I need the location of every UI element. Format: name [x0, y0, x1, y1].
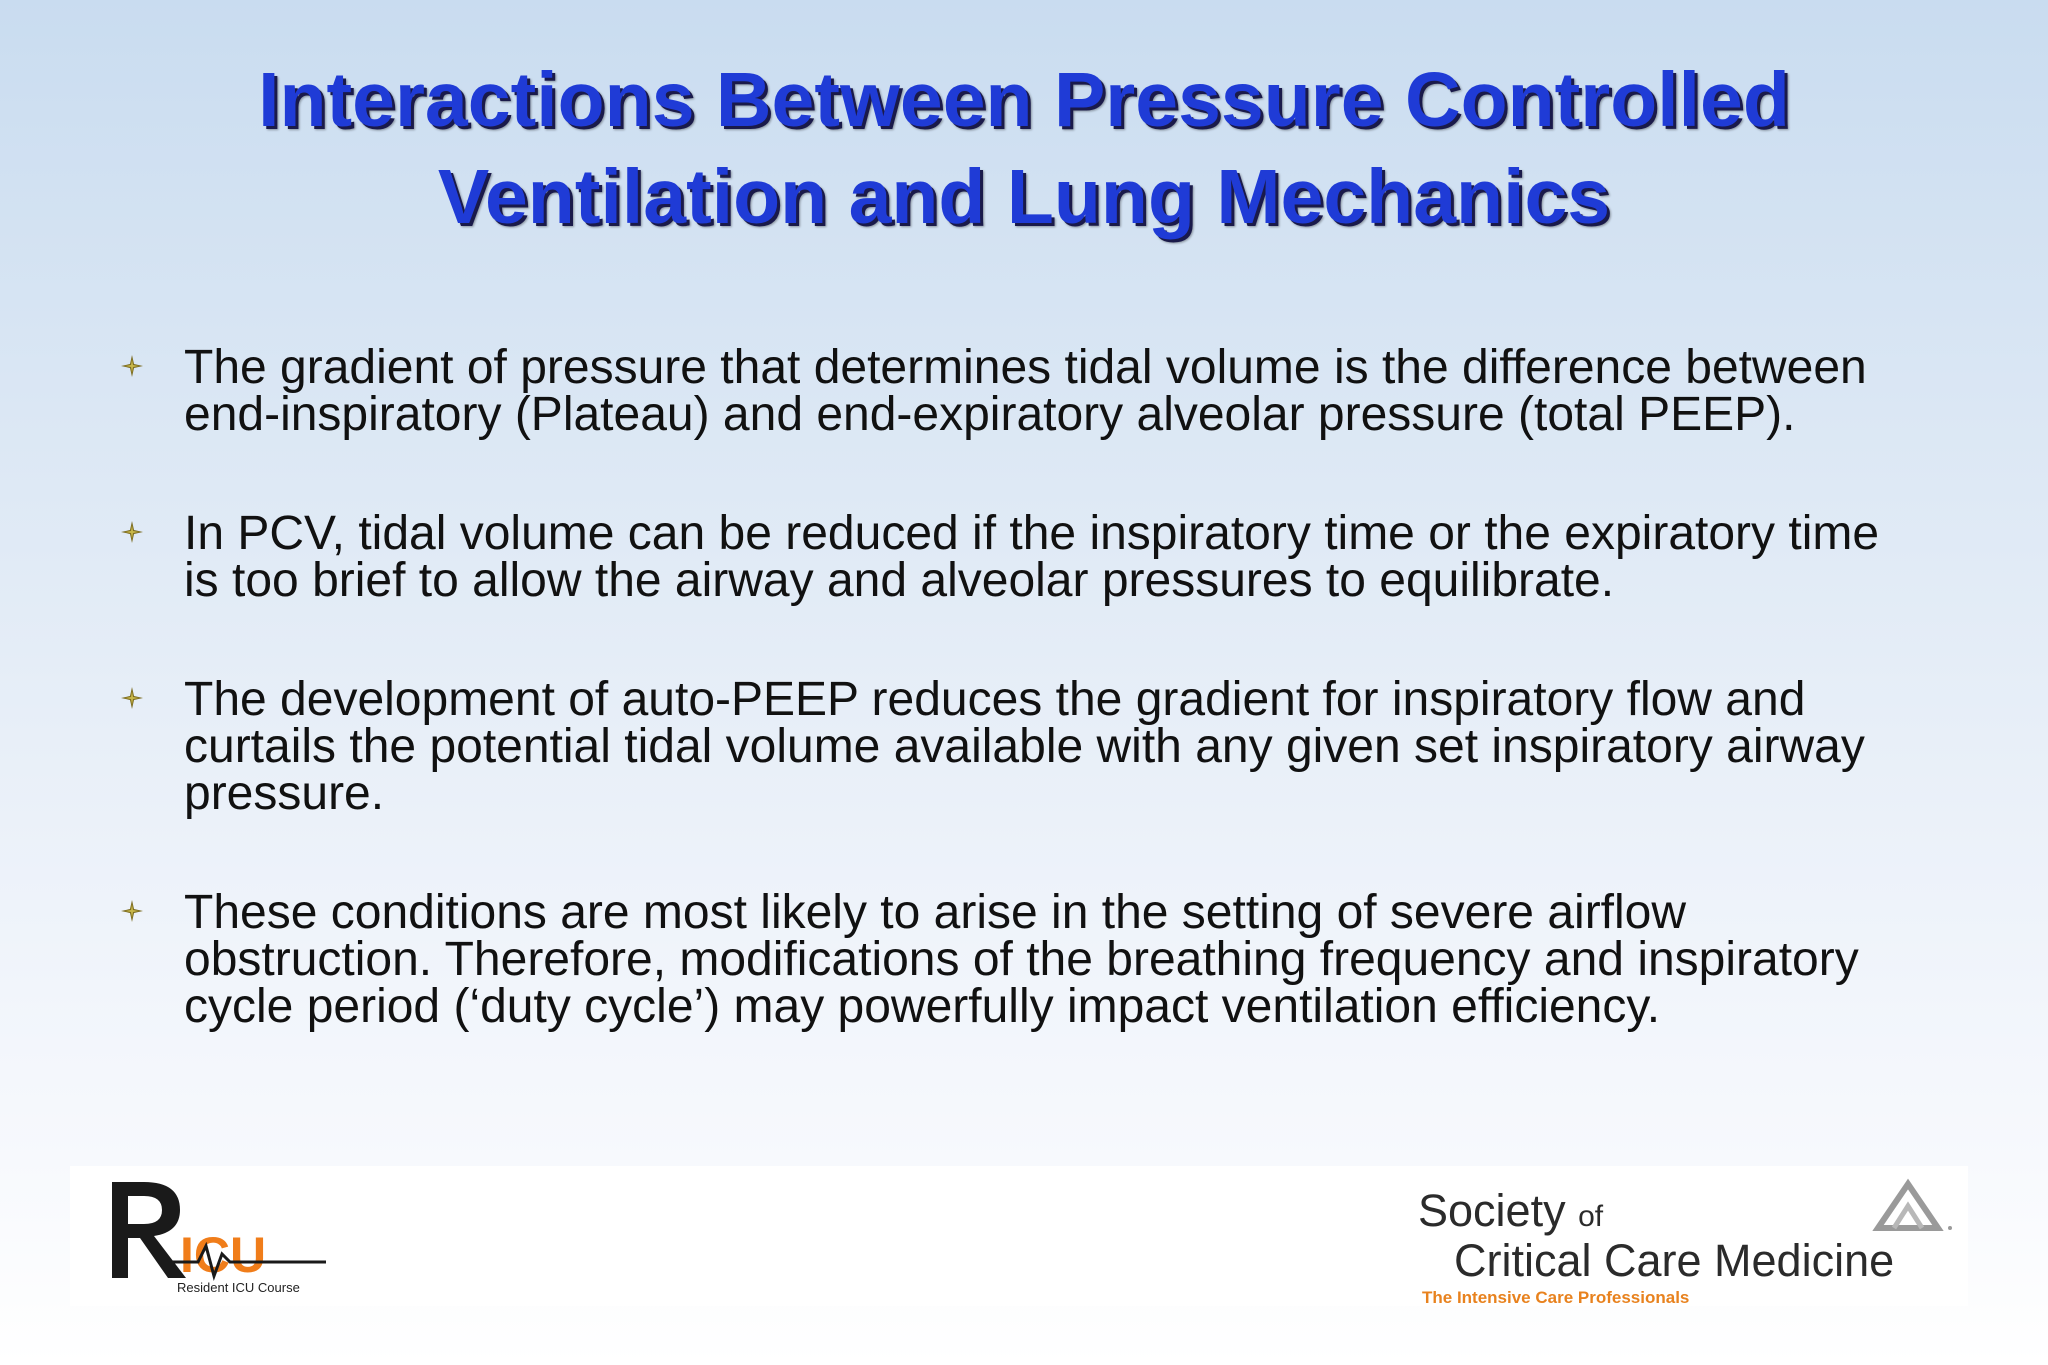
bullet-line: pressure.: [184, 767, 385, 820]
slide-title-line-1: Interactions Between Pressure Controlled: [258, 57, 1790, 143]
bullet-item: [120, 341, 1990, 441]
sparkle-bullet-icon: [120, 520, 144, 544]
bullet-line: curtails the potential tidal volume available with any given set inspiratory airway: [184, 720, 1865, 773]
ricu-caption: Resident ICU Course: [177, 1280, 300, 1295]
slide-title-line-2: Ventilation and Lung Mechanics: [437, 154, 1611, 240]
footer-logo-band: [70, 1166, 1968, 1306]
bullet-line: The development of auto-PEEP reduces the gradient for inspiratory flow and: [184, 673, 1806, 726]
bullet-line: end-inspiratory (Plateau) and end-expiratory alveolar pressure (total PEEP).: [184, 388, 1796, 441]
sparkle-bullet-icon: [120, 899, 144, 923]
slide-title: [0, 52, 2048, 246]
bullet-line: is too brief to allow the airway and alveolar pressures to equilibrate.: [184, 554, 1615, 607]
sparkle-bullet-icon: [120, 686, 144, 710]
bullet-line: In PCV, tidal volume can be reduced if the inspiratory time or the expiratory time: [184, 507, 1880, 560]
sccm-logo: [1418, 1176, 1958, 1307]
svg-text:ICU: ICU: [180, 1227, 267, 1283]
sparkle-bullet-icon: [120, 354, 144, 378]
bullet-item: [120, 886, 1990, 1033]
sccm-triangle-mark-icon: [1858, 1176, 1958, 1236]
bullet-list: [120, 341, 1990, 1102]
bullet-line: The gradient of pressure that determines tidal volume is the difference between: [184, 341, 1867, 394]
bullet-line: cycle period (‘duty cycle’) may powerfully impact ventilation efficiency.: [184, 980, 1661, 1033]
sccm-society: Society: [1418, 1185, 1566, 1236]
bullet-line: These conditions are most likely to arise in the setting of severe airflow: [184, 886, 1687, 939]
sccm-tagline: The Intensive Care Professionals: [1422, 1288, 1690, 1307]
sccm-of: of: [1578, 1200, 1604, 1233]
bullet-item: [120, 507, 1990, 607]
sccm-name-line-1: [1418, 1186, 1603, 1242]
sccm-name-line-2: Critical Care Medicine: [1454, 1235, 1895, 1286]
bullet-item: [120, 673, 1990, 820]
bullet-line: obstruction. Therefore, modifications of the breathing frequency and inspiratory: [184, 933, 1859, 986]
